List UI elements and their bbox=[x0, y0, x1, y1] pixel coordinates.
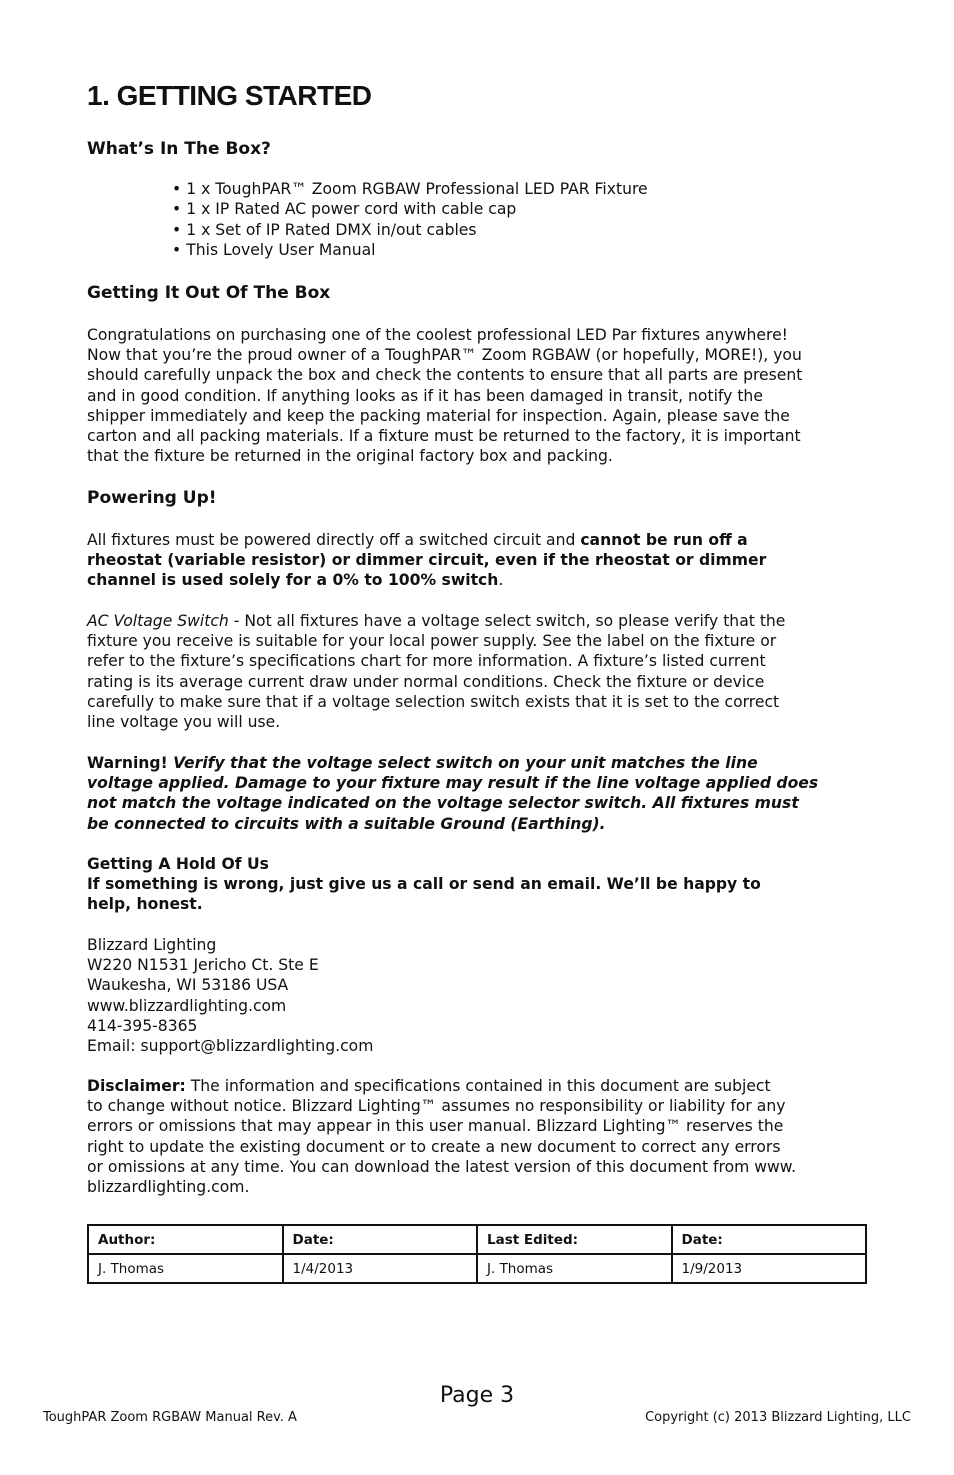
text-line: Now that you’re the proud owner of a ToughPAR™ Zoom RGBAW (or hopefully, MORE!), you bbox=[87, 346, 802, 365]
list-item: • 1 x IP Rated AC power cord with cable cap bbox=[172, 199, 648, 219]
voltage-switch-text: - Not all fixtures have a voltage select switch, so please verify that the bbox=[228, 612, 786, 630]
power-intro-paragraph bbox=[87, 530, 877, 591]
text-line bbox=[87, 570, 877, 590]
revision-table bbox=[87, 1224, 867, 1284]
list-item: • 1 x Set of IP Rated DMX in/out cables bbox=[172, 220, 648, 240]
text-line: rating is its average current draw under normal conditions. Check the fixture or device bbox=[87, 672, 765, 691]
text-line: right to update the existing document or to create a new document to correct any errors bbox=[87, 1137, 781, 1156]
text-line: rheostat (variable resistor) or dimmer circuit, even if the rheostat or dimmer bbox=[87, 551, 767, 570]
table-header-row bbox=[88, 1225, 866, 1254]
cell-edit-date: 1/9/2013 bbox=[672, 1254, 867, 1283]
text-line: to change without notice. Blizzard Lighting™ assumes no responsibility or liability for any bbox=[87, 1097, 786, 1116]
text-line: blizzardlighting.com. bbox=[87, 1178, 250, 1197]
voltage-switch-paragraph bbox=[87, 611, 877, 732]
website: www.blizzardlighting.com bbox=[87, 996, 287, 1015]
text-line bbox=[87, 530, 877, 550]
disclaimer-label: Disclaimer: bbox=[87, 1077, 186, 1095]
text-line: errors or omissions that may appear in this user manual. Blizzard Lighting™ reserves the bbox=[87, 1117, 784, 1136]
power-heading: Powering Up! bbox=[87, 488, 217, 508]
header-edit-date: Date: bbox=[672, 1225, 867, 1254]
header-date: Date: bbox=[283, 1225, 478, 1254]
intro-bold-text: channel is used solely for a 0% to 100% switch bbox=[87, 571, 499, 590]
contact-intro bbox=[87, 854, 877, 915]
header-author: Author: bbox=[88, 1225, 283, 1254]
text-line: help, honest. bbox=[87, 895, 203, 914]
text-line: line voltage you will use. bbox=[87, 713, 281, 732]
intro-period: . bbox=[498, 571, 504, 590]
footer-manual-title: ToughPAR Zoom RGBAW Manual Rev. A bbox=[43, 1410, 297, 1425]
text-line: carton and all packing materials. If a fixture must be returned to the factory, it is important bbox=[87, 427, 801, 446]
footer-copyright: Copyright (c) 2013 Blizzard Lighting, LLC bbox=[645, 1410, 911, 1425]
city-state-zip: Waukesha, WI 53186 USA bbox=[87, 976, 289, 995]
text-line: and in good condition. If anything looks as if it has been damaged in transit, notify the bbox=[87, 386, 763, 405]
company-name: Blizzard Lighting bbox=[87, 936, 217, 954]
text-line: voltage applied. Damage to your fixture may result if the line voltage applied does bbox=[87, 774, 819, 793]
page-title: 1. GETTING STARTED bbox=[87, 80, 372, 111]
list-item: • 1 x ToughPAR™ Zoom RGBAW Professional LED PAR Fixture bbox=[172, 179, 648, 199]
table-row bbox=[88, 1254, 866, 1283]
cell-author: J. Thomas bbox=[88, 1254, 283, 1283]
text-line: that the fixture be returned in the original factory box and packing. bbox=[87, 447, 613, 466]
text-line: shipper immediately and keep the packing material for inspection. Again, please save the bbox=[87, 406, 790, 425]
text-line bbox=[87, 753, 877, 773]
contact-heading: Getting A Hold Of Us bbox=[87, 855, 269, 873]
warning-paragraph bbox=[87, 753, 877, 834]
text-line bbox=[87, 1076, 877, 1096]
warning-label: Warning! bbox=[87, 754, 168, 772]
box-heading: What’s In The Box? bbox=[87, 139, 271, 159]
text-line: carefully to make sure that if a voltage selection switch exists that it is set to the correct bbox=[87, 692, 780, 711]
cell-last-edited: J. Thomas bbox=[477, 1254, 672, 1283]
email-address: Email: support@blizzardlighting.com bbox=[87, 1037, 374, 1056]
box-contents-list bbox=[172, 179, 648, 260]
text-line: fixture you receive is suitable for your local power supply. See the label on the fixture or bbox=[87, 632, 777, 651]
unpack-paragraph bbox=[87, 325, 877, 466]
text-line: be connected to circuits with a suitable Ground (Earthing). bbox=[87, 814, 606, 833]
header-last-edited: Last Edited: bbox=[477, 1225, 672, 1254]
voltage-switch-label: AC Voltage Switch bbox=[87, 612, 229, 630]
text-line: or omissions at any time. You can download the latest version of this document from www. bbox=[87, 1157, 797, 1176]
warning-text: Verify that the voltage select switch on your unit matches the line bbox=[167, 754, 758, 772]
disclaimer-text: The information and specifications contained in this document are subject bbox=[185, 1077, 771, 1095]
text-line: not match the voltage indicated on the voltage selector switch. All fixtures must bbox=[87, 794, 799, 813]
unpack-heading: Getting It Out Of The Box bbox=[87, 283, 331, 303]
disclaimer-paragraph bbox=[87, 1076, 877, 1197]
list-item: • This Lovely User Manual bbox=[172, 240, 648, 260]
street-address: W220 N1531 Jericho Ct. Ste E bbox=[87, 956, 319, 975]
intro-text: All fixtures must be powered directly off a switched circuit and bbox=[87, 531, 581, 549]
intro-bold-text: cannot be run off a bbox=[580, 531, 748, 549]
text-line: If something is wrong, just give us a call or send an email. We’ll be happy to bbox=[87, 875, 761, 894]
text-line: refer to the fixture’s specifications chart for more information. A fixture’s listed current bbox=[87, 652, 766, 671]
phone-number: 414-395-8365 bbox=[87, 1016, 198, 1035]
text-line bbox=[87, 611, 877, 631]
page-number: Page 3 bbox=[439, 1383, 515, 1408]
contact-address bbox=[87, 935, 877, 1056]
text-line: should carefully unpack the box and check the contents to ensure that all parts are present bbox=[87, 366, 803, 385]
text-line: Congratulations on purchasing one of the coolest professional LED Par fixtures anywhere! bbox=[87, 326, 788, 344]
cell-date: 1/4/2013 bbox=[283, 1254, 478, 1283]
